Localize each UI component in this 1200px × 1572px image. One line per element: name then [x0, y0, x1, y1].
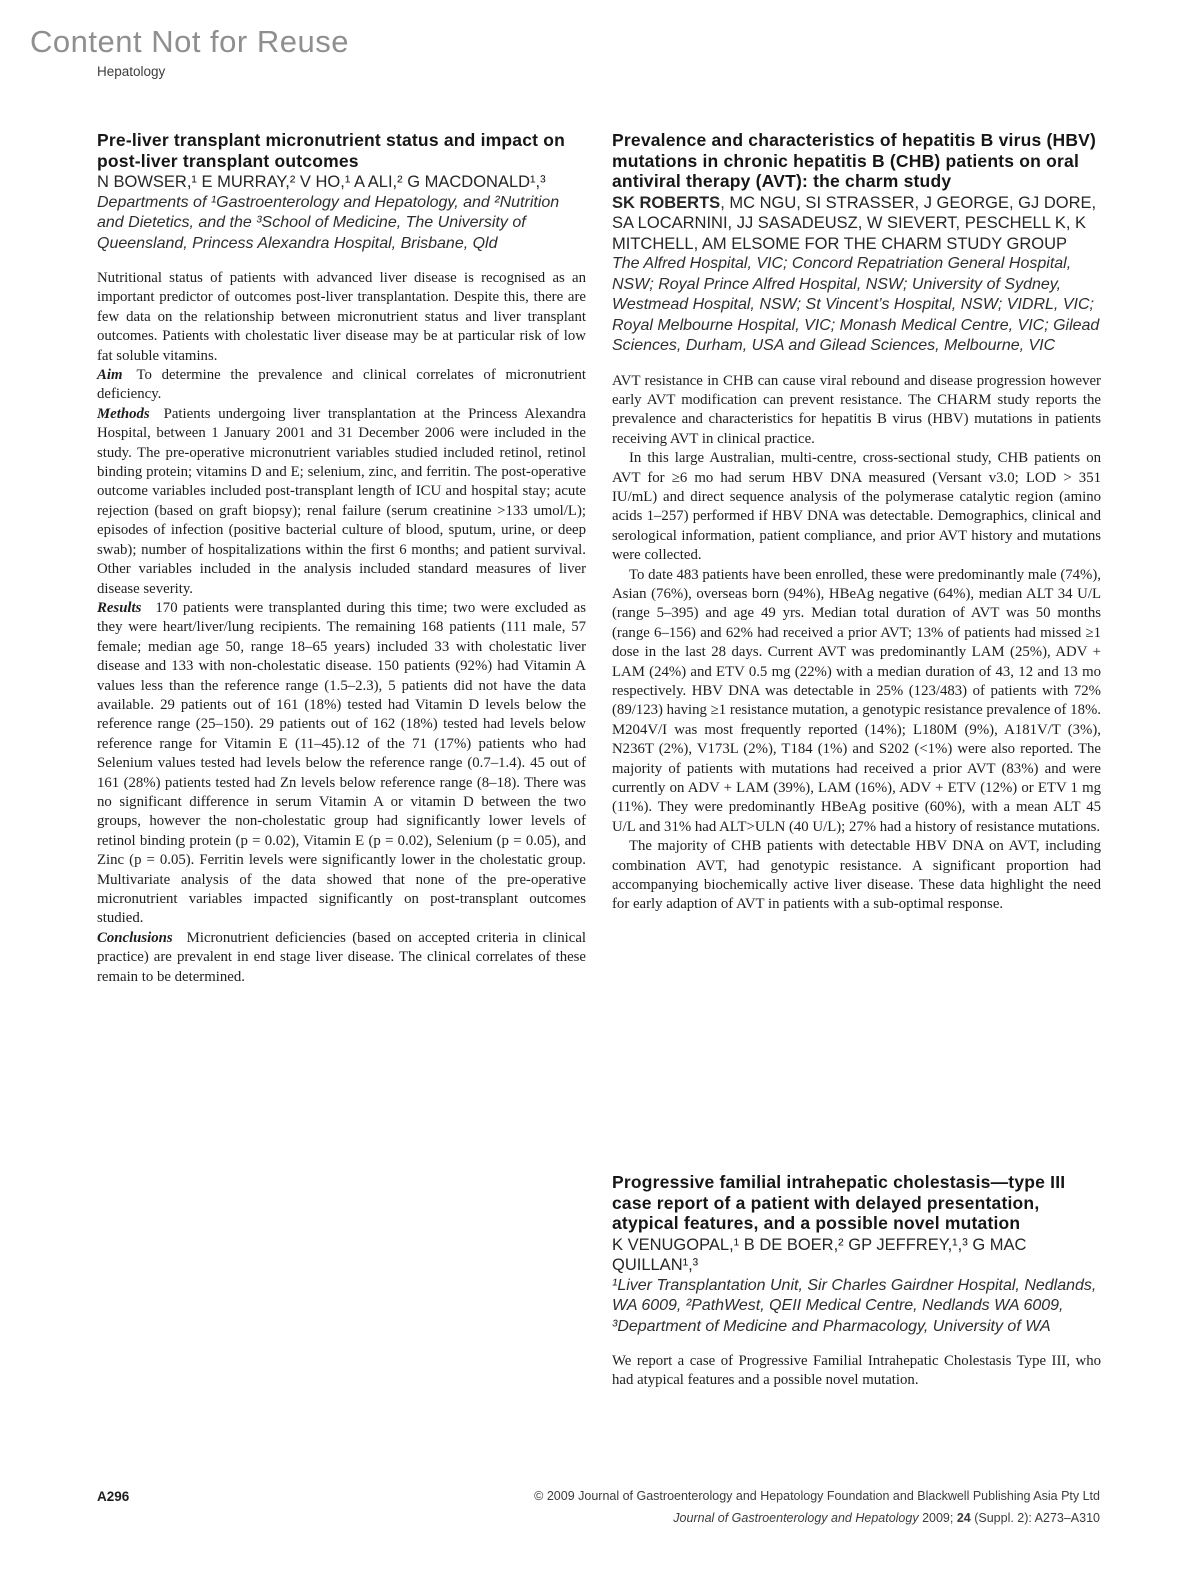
- paragraph: To date 483 patients have been enrolled, these were predominantly male (74%), Asian (76%), overseas born (94%), HBeAg negative (64%), median ALT 34 U/L (range 5–395) and age 49 yrs. Median total duration of AVT was 50 months (range 6–156) and 62% had received a prior AVT; 13% of patients had missed ≥1 dose in the last 28 days. Current AVT was predominantly LAM (25%), ADV + LAM (24%) and ETV 0.5 mg (22%) with a median duration of 43, 12 and 13 mo respectively. HBV DNA was detectable in 25% (123/483) of patients with 72% (89/123) having ≥1 resistance mutation, a genotypic resistance prevalence of 18%. M204V/I was most frequently reported (14%); L180M (9%), A181V/T (3%), N236T (2%), V173L (2%), T184 (1%) and S202 (<1%) were also reported. The majority of patients with mutations had received a prior AVT (83%) and were currently on ADV + LAM (39%), LAM (16%), ADV + ETV (12%) or ETV 1 mg (11%). They were predominantly HBeAg positive (60%), with a mean ALT 45 U/L and 31% had ALT>ULN (40 U/L); 27% had a history of resistance mutations.: [612, 566, 1101, 835]
- paragraph-text: Nutritional status of patients with advanced liver disease is recognised as an important predictor of outcomes post-liver transplantation. Despite this, there are few data on the relationship between micronutrient status and liver transplant outcomes. Patients with cholestatic liver disease may be at particular risk of low fat soluble vitamins.: [97, 270, 586, 364]
- paragraph-text: Micronutrient deficiencies (based on accepted criteria in clinical practice) are prevalent in end stage liver disease. The clinical correlates of these remain to be determined.: [97, 929, 586, 985]
- paragraph: We report a case of Progressive Familial Intrahepatic Cholestasis Type III, who had atypical features and a possible novel mutation.: [612, 1353, 1101, 1389]
- paragraph-text: Patients undergoing liver transplantation at the Princess Alexandra Hospital, between 1 January 2001 and 31 December 2006 were included in the study. The pre-operative micronutrient variables studied included retinol, retinol binding protein; vitamins D and E; selenium, zinc, and ferritin. The post-operative outcome variables included post-transplant length of ICU and hospital stay; acute rejection (based on graft biopsy); renal failure (serum creatinine >133 umol/L); episodes of infection (positive bacterial culture of blood, sputum, urine, or deep swab); number of hospitalizations within the first 6 months; and patient survival. Other variables included in the analysis included standard measures of liver disease severity.: [97, 405, 586, 597]
- citation-volume: 24: [956, 1511, 971, 1525]
- abstract-authors: N BOWSER,¹ E MURRAY,² V HO,¹ A ALI,² G MACDONALD¹,³: [97, 173, 546, 191]
- citation-journal: Journal of Gastroenterology and Hepatology: [673, 1511, 919, 1525]
- paragraph-text: To determine the prevalence and clinical correlates of micronutrient deficiency.: [97, 367, 586, 403]
- abstract-affiliation: ¹Liver Transplantation Unit, Sir Charles Gairdner Hospital, Nedlands, WA 6009, ²PathWest, QEII Medical Centre, Nedlands WA 6009, ³Department of Medicine and Pharmacology, University of WA: [612, 1276, 1097, 1335]
- copyright-line: © 2009 Journal of Gastroenterology and Hepatology Foundation and Blackwell Publishing Asia Pty Ltd: [534, 1489, 1100, 1503]
- citation-year: 2009;: [918, 1511, 957, 1525]
- watermark-text: Content Not for Reuse: [30, 24, 349, 59]
- abstract-affiliation: The Alfred Hospital, VIC; Concord Repatriation General Hospital, NSW; Royal Prince Alfred Hospital, NSW; University of Sydney, Westmead Hospital, NSW; St Vincent’s Hospital, NSW; VIDRL, VIC; Royal Melbourne Hospital, VIC; Monash Medical Centre, VIC; Gilead Sciences, Durham, USA and Gilead Sciences, Melbourne, VIC: [612, 255, 1100, 354]
- abstract-body: [97, 269, 586, 987]
- section-header: Hepatology: [97, 64, 166, 79]
- footer-imprint: [340, 1485, 1100, 1529]
- paragraph-results: [97, 599, 586, 929]
- abstract-title: Progressive familial intrahepatic cholestasis—type III case report of a patient with delayed presentation, atypical features, and a possible novel mutation: [612, 1172, 1066, 1233]
- section-label-aim: Aim: [97, 367, 123, 384]
- abstract-third: [612, 1172, 1101, 1391]
- paragraph-methods: [97, 405, 586, 599]
- paragraph: The majority of CHB patients with detectable HBV DNA on AVT, including combination AVT, had genotypic resistance. A significant proportion had accompanying biochemically active liver disease. These data highlight the need for early adaption of AVT in patients with a sub-optimal response.: [612, 838, 1101, 913]
- page-number: A296: [97, 1489, 130, 1504]
- abstract-title: Prevalence and characteristics of hepatitis B virus (HBV) mutations in chronic hepatitis B (CHB) patients on oral antiviral therapy (AVT): the charm study: [612, 130, 1097, 191]
- paragraph: AVT resistance in CHB can cause viral rebound and disease progression however early AVT modification can prevent resistance. The CHARM study reports the prevalence and characteristics for hepatitis B virus (HBV) mutations in patients receiving AVT in clinical practice.: [612, 372, 1101, 447]
- paragraph-aim: [97, 366, 586, 405]
- first-author: SK ROBERTS: [612, 193, 721, 212]
- abstract-left: [97, 130, 586, 987]
- citation-pages: (Suppl. 2): A273–A310: [970, 1511, 1100, 1525]
- abstract-body: [612, 372, 1101, 915]
- paragraph: In this large Australian, multi-centre, cross-sectional study, CHB patients on AVT for ≥6 mo had serum HBV DNA measured (Versant v3.0; LOD > 351 IU/mL) and direct sequence analysis of the polymerase catalytic region (amino acids 1–257) performed if HBV DNA was detectable. Demographics, clinical and serological information, patient compliance, and prior AVT history and mutations were collected.: [612, 450, 1101, 564]
- coauthors: , MC NGU, SI STRASSER, J GEORGE, GJ DORE, SA LOCARNINI, JJ SASADEUSZ, W SIEVERT, PESCHELL K, K MITCHELL, AM ELSOME FOR THE CHARM STUDY GROUP: [612, 193, 1097, 253]
- abstract-title: Pre-liver transplant micronutrient status and impact on post-liver transplant outcomes: [97, 130, 566, 171]
- paragraph-text: 170 patients were transplanted during this time; two were excluded as they were heart/liver/lung recipients. The remaining 168 patients (111 male, 57 female; median age 50, range 18–65 years) included 33 with cholestatic liver disease and 133 with non-cholestatic disease. 150 patients (92%) had Vitamin A values less than the reference range (1.5–2.3), 5 patients did not have the data available. 29 patients out of 161 (18%) tested had Vitamin D levels below the reference range (25–150). 29 patients out of 162 (18%) tested had levels below reference range for Vitamin E (11–45).12 of the 71 (17%) patients who had Selenium values tested had levels below the reference range (0.7–1.4). 45 out of 161 (28%) patients tested had Zn levels below reference range (8–18). There was no significant difference in serum Vitamin A or vitamin D between the two groups, however the non-cholestatic group had significantly lower levels of retinol binding protein (p = 0.02), Vitamin E (p = 0.02), Selenium (p = 0.05), and Zinc (p = 0.05). Ferritin levels were significantly lower in the cholestatic group. Multivariate analysis of the data showed that none of the pre-operative micronutrient variables impacted significantly on post-transplant outcomes studied.: [97, 599, 586, 927]
- section-label-methods: Methods: [97, 405, 150, 422]
- paragraph-conclusions: [97, 929, 586, 987]
- abstract-body: [612, 1352, 1101, 1391]
- abstract-affiliation: Departments of ¹Gastroenterology and Hepatology, and ²Nutrition and Dietetics, and the ³School of Medicine, The University of Queensland, Princess Alexandra Hospital, Brisbane, Qld: [97, 193, 560, 252]
- section-label-results: Results: [97, 599, 142, 616]
- citation-line: [340, 1507, 1100, 1529]
- abstract-right: [612, 130, 1101, 915]
- section-label-conclusions: Conclusions: [97, 929, 173, 946]
- paragraph-intro: [97, 269, 586, 366]
- abstract-authors: [612, 193, 1101, 255]
- abstract-authors: K VENUGOPAL,¹ B DE BOER,² GP JEFFREY,¹,³ G MAC QUILLAN¹,³: [612, 1235, 1027, 1274]
